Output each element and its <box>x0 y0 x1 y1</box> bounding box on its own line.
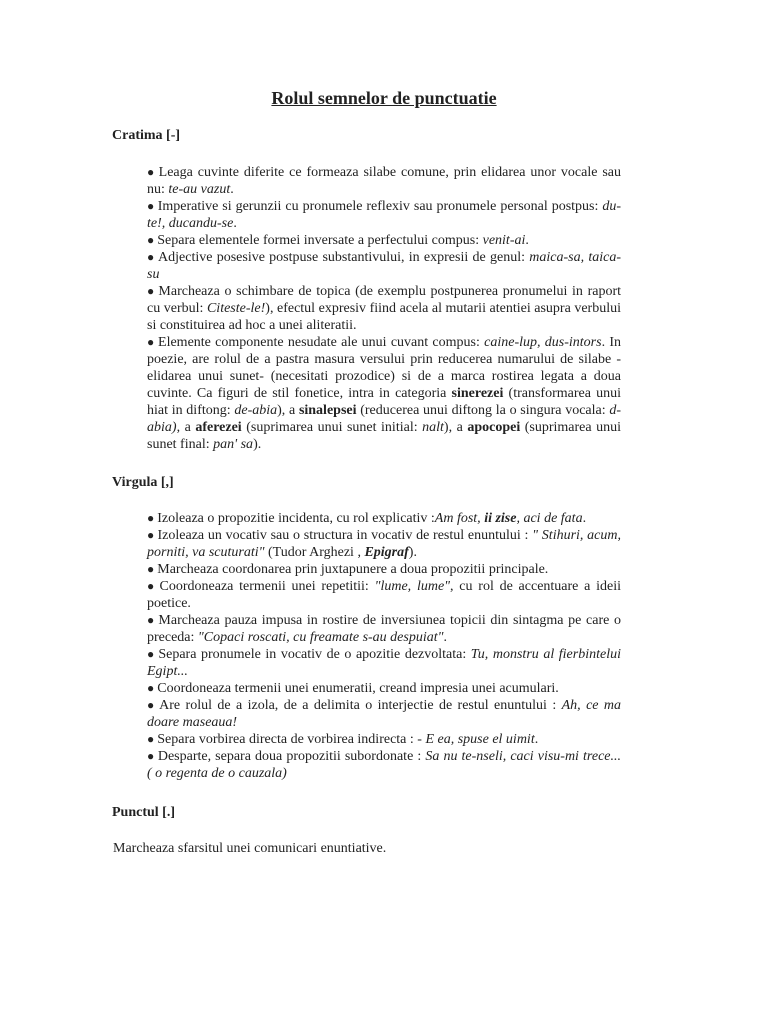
text-segment: nalt <box>422 420 444 435</box>
list-item <box>147 334 621 453</box>
text-segment: (Tudor Arghezi , <box>264 545 365 560</box>
page-title: Rolul semnelor de punctuatie <box>271 88 497 108</box>
list-item <box>147 578 621 612</box>
list-item <box>147 561 621 578</box>
section-heading-punctul: Punctul [.] <box>112 805 175 820</box>
text-segment: ). <box>408 545 417 560</box>
list-item <box>147 198 621 232</box>
list-item <box>147 232 621 249</box>
text-segment: ), efectul expresiv fiind acela al mutarii atentiei asupra verbului si constituirea ad hoc a unei aliteratii. <box>147 301 621 333</box>
text-segment: (suprimarea unui sunet initial: <box>241 420 423 435</box>
bullet-icon: ● <box>147 335 156 349</box>
text-segment: Separa pronumele in vocativ de o apozitie dezvoltata: <box>158 647 471 662</box>
text-segment: , a <box>176 420 196 435</box>
text-segment: aferezei <box>195 420 242 435</box>
text-segment: Am fost, <box>434 511 485 526</box>
bullet-icon: ● <box>147 562 155 576</box>
text-segment: ii zise <box>484 511 517 526</box>
text-segment: (transformarea unui hiat in diftong: <box>147 386 621 418</box>
text-segment: Marcheaza o schimbare de topica (de exemplu postpunerea pronumelui in raport cu verbul: <box>147 284 622 316</box>
text-segment: apocopei <box>467 420 521 435</box>
bullet-icon: ● <box>147 681 155 695</box>
text-segment: Marcheaza coordonarea prin juxtapunere a doua propozitii principale. <box>157 562 549 577</box>
text-segment: Ah, ce ma doare maseaua! <box>147 698 622 730</box>
text-segment: te-au vazut <box>168 182 231 197</box>
text-segment: caine-lup, dus-intors <box>484 335 602 350</box>
text-segment: Coordoneaza termenii unei repetitii: <box>159 579 375 594</box>
bullet-icon: ● <box>147 732 155 746</box>
bullet-icon: ● <box>147 284 156 298</box>
text-segment: "Copaci roscati, cu freamate s-au despuiat" <box>197 630 444 645</box>
bullet-icon: ● <box>147 698 157 712</box>
text-segment: "lume, lume" <box>374 579 451 594</box>
text-segment: Elemente componente nesudate ale unui cuvant compus: <box>158 335 485 350</box>
bullet-icon: ● <box>147 749 155 763</box>
text-segment: Tu, monstru al fierbintelui Egipt... <box>147 647 621 679</box>
text-segment: venit-ai <box>482 233 526 248</box>
text-segment: Separa elementele formei inversate a perfectului compus: <box>157 233 483 248</box>
text-segment: . In poezie, are rolul de a pastra masura versului prin reducerea numarului de silabe -elidarea unui sunet- (necesitati prozodice) si de a marca rostirea legata a doua cuvinte. Ca figuri de stil fonetice, intra in categoria <box>147 335 622 401</box>
list-item <box>147 748 621 782</box>
list-item <box>147 164 621 198</box>
text-segment: pan' sa <box>213 437 254 452</box>
text-segment: Imperative si gerunzii cu pronumele reflexiv sau pronumele personal postpus: <box>157 199 603 214</box>
bullet-icon: ● <box>147 528 155 542</box>
text-segment: . <box>525 233 529 248</box>
text-segment: . <box>443 630 448 645</box>
list-item <box>147 527 621 561</box>
text-segment: Izoleaza o propozitie incidenta, cu rol explicativ : <box>157 511 435 526</box>
text-segment: sinerezei <box>451 386 504 401</box>
text-segment: , cu rol de accentuare a ideii poetice. <box>147 579 622 611</box>
bullet-icon: ● <box>147 647 156 661</box>
text-segment: . <box>582 511 587 526</box>
text-segment: ), a <box>277 403 299 418</box>
text-segment: Leaga cuvinte diferite ce formeaza silabe comune, prin elidarea unor vocale sau nu: <box>147 165 622 197</box>
text-segment: ), a <box>443 420 468 435</box>
text-segment: Adjective posesive postpuse substantivului, in expresii de genul: <box>158 250 530 265</box>
list-item <box>147 283 621 334</box>
text-segment: sinalepsei <box>298 403 357 418</box>
list-item <box>147 680 621 697</box>
list-item <box>147 697 621 731</box>
text-segment: ). <box>253 437 262 452</box>
text-segment: Separa vorbirea directa de vorbirea indirecta : - <box>157 732 426 747</box>
section-heading-virgula: Virgula [,] <box>112 475 174 490</box>
text-segment: maica-sa, taica-su <box>147 250 621 282</box>
text-segment: E ea, spuse el uimit <box>425 732 535 747</box>
text-segment: , aci de fata <box>516 511 583 526</box>
text-segment: d-abia) <box>147 403 622 435</box>
text-segment: Marcheaza pauza impusa in rostire de inversiunea topicii din sintagma pe care o preceda: <box>147 613 621 645</box>
text-segment: . <box>230 182 234 197</box>
text-segment: Desparte, separa doua propozitii subordonate : <box>157 749 426 764</box>
text-segment: . <box>233 216 237 231</box>
bullet-icon: ● <box>147 165 156 179</box>
virgula-list <box>147 510 621 782</box>
bullet-icon: ● <box>147 233 155 247</box>
bullet-icon: ● <box>147 199 155 213</box>
text-segment: Sa nu te-nseli, caci visu-mi trece... ( o regenta de o cauzala) <box>147 749 622 781</box>
list-item <box>147 646 621 680</box>
text-segment: du-te!, ducandu-se <box>147 199 621 231</box>
text-segment: (suprimarea unui sunet final: <box>147 420 621 452</box>
text-segment: de-abia <box>234 403 278 418</box>
text-segment: Izoleaza un vocativ sau o structura in vocativ de restul enuntului : <box>157 528 533 543</box>
text-segment: Coordoneaza termenii unei enumeratii, creand impresia unei acumulari. <box>157 681 559 696</box>
text-segment: Are rolul de a izola, de a delimita o interjectie de restul enuntului : <box>159 698 562 713</box>
list-item <box>147 612 621 646</box>
list-item <box>147 249 621 283</box>
text-segment: (reducerea unui diftong la o singura vocala: <box>356 403 610 418</box>
bullet-icon: ● <box>147 250 156 264</box>
bullet-icon: ● <box>147 511 155 525</box>
cratima-list <box>147 164 621 453</box>
punctul-paragraph: Marcheaza sfarsitul unei comunicari enuntiative. <box>113 841 387 856</box>
text-segment: Citeste-le! <box>206 301 266 316</box>
bullet-icon: ● <box>147 613 156 627</box>
text-segment: Epigraf <box>364 545 409 560</box>
text-segment: " Stihuri, acum, porniti, va scuturati" <box>147 528 621 560</box>
list-item <box>147 510 621 527</box>
text-segment: . <box>534 732 539 747</box>
bullet-icon: ● <box>147 579 157 593</box>
section-heading-cratima: Cratima [-] <box>112 128 181 143</box>
list-item <box>147 731 621 748</box>
